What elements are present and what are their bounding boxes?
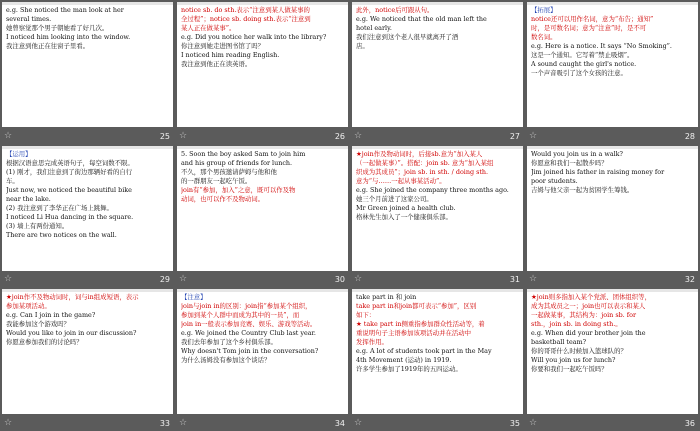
slide-text [356,150,519,222]
slide-text-line: （一起做某事）”。搭配：join sb. 意为“加入某组 [356,158,494,167]
star-icon[interactable]: ☆ [529,417,538,428]
slide-footer [0,128,175,144]
slide-text-line: 这是一个通知。它写着“禁止吸烟”。 [531,51,634,59]
slide-thumbnail[interactable] [175,144,350,288]
slide-text-line: sth.，join sb. in doing sth.。 [531,320,622,329]
slide-text-line: basketball team? [531,338,587,347]
slide-text-line: 根据汉语意思完成英语句子，每空词数不限。 [6,158,134,167]
slide-number: 27 [509,131,520,141]
slide-text-line: 不久，那个男孩邀请萨姆与他和他 [181,167,277,176]
slide-thumbnail[interactable] [350,0,525,144]
slide-footer [525,415,700,431]
star-icon[interactable]: ☆ [354,130,363,141]
slide-footer [175,271,350,287]
slide-preview[interactable] [527,2,698,127]
slide-text-line: ★join则多指加入某个党派、团体组织等， [531,293,651,302]
slide-text-line: 参加某项活动。 [6,302,51,311]
slide-footer [175,415,350,431]
slide-text [6,150,169,240]
slide-top-band [2,289,173,292]
slide-thumbnail[interactable] [350,144,525,288]
slide-text-line: e.g. A lot of students took part in the May [356,347,492,356]
slide-preview[interactable] [177,2,348,127]
slide-top-band [527,2,698,5]
slide-text [356,6,519,51]
slide-footer [350,271,525,287]
slide-preview[interactable] [352,146,523,271]
star-icon[interactable]: ☆ [179,130,188,141]
slide-text-line: 你愿意和我们一起散步吗？ [531,158,608,167]
slide-text-line: join有“参加，加入”之意，既可以作及物 [181,185,296,194]
slide-text-line: 我们去年参加了这个乡村俱乐部。 [181,338,277,347]
star-icon[interactable]: ☆ [354,274,363,285]
slide-text-line: and his group of friends for lunch. [181,158,293,167]
slide-top-band [2,2,173,5]
slide-number: 31 [509,275,520,285]
slide-text-line: 5. Soon the boy asked Sam to join him [181,149,306,158]
slide-text-line: 一个声音吸引了这个女孩的注意。 [531,69,627,77]
slide-text-line: e.g. We joined the Country Club last year. [181,329,316,338]
star-icon[interactable]: ☆ [4,417,13,428]
slide-number: 26 [334,131,345,141]
slide-preview[interactable] [2,289,173,414]
slide-text-line: I noticed him reading English. [181,51,280,59]
slide-text-line: 4th Movement (运动) in 1919. [356,356,452,365]
slide-text-line: 动词，也可以作不及物动词。 [181,194,265,203]
slide-text-line: ★ take part in侧重指参加群众性活动等，着 [356,320,485,329]
slide-text-line: 我注意到他正在往窗子里看。 [6,42,90,50]
slide-text-line: 吉姆与他父亲一起为贫困学生筹钱。 [531,185,634,194]
slide-text-line: A sound caught the girl's notice. [531,60,637,68]
slide-text-line: Jim joined his father in raising money for [531,167,665,176]
slide-footer [175,128,350,144]
slide-text-line: 【注意】 [181,293,207,302]
slide-text [531,293,694,374]
slide-footer [0,415,175,431]
slide-number: 34 [334,418,345,428]
slide-text-line: 格林先生加入了一个健康俱乐部。 [356,212,452,221]
slide-text-line: 发挥作用。 [356,338,388,347]
slide-text-line: I noticed him looking into the window. [6,33,131,41]
slide-text-line: notice sb. do sth.表示“注意到某人做某事的 [181,6,310,14]
slide-text-line: 【拓展】 [531,6,557,14]
slide-text [356,293,519,374]
slide-text-line: ★join作不及物动词时，词与in组成短语，表示 [6,293,139,302]
slide-text-line: e.g. When did your brother join the [531,329,646,338]
slide-text-line: (2) 我注意到了李华正在广场上跳舞。 [6,203,113,212]
slide-top-band [177,2,348,5]
slide-number: 25 [159,131,170,141]
slide-text-line: take part in和join都可表示“参加”，区别 [356,302,477,311]
slide-text-line: e.g. We noticed that the old man left the [356,15,487,23]
slide-text [181,6,344,69]
slide-preview[interactable] [2,2,173,127]
slide-thumbnail[interactable] [525,144,700,288]
slide-text-line: poor students. [531,176,578,185]
slide-number: 35 [509,418,520,428]
slide-text-line: 我们注意到这个老人很早就离开了酒 [356,33,459,41]
slide-text-line: 重说明句子主语参加该项活动并在活动中 [356,329,472,338]
slide-text-line: 为什么汤姆没有参加这个谈话？ [181,356,271,365]
slide-preview[interactable] [352,2,523,127]
star-icon[interactable]: ☆ [4,130,13,141]
slide-preview[interactable] [352,289,523,414]
slide-text-line: 你注意到她走进图书馆了吗？ [181,42,265,50]
star-icon[interactable]: ☆ [4,274,13,285]
slide-text-line: 某人正在做某事”。 [181,24,236,32]
slide-text-line: 时，是可数名词；意为“注意”时，是不可 [531,24,647,32]
slide-number: 30 [334,275,345,285]
slide-text-line: 数名词。 [531,33,557,41]
slide-preview[interactable] [527,289,698,414]
slide-footer [350,128,525,144]
slide-text [181,293,344,365]
slide-text-line: 一起做某事，其结构为：join sb. for [531,311,637,320]
slide-top-band [352,289,523,292]
slide-text-line: notice还可以用作名词，意为“布告；通知” [531,15,654,23]
star-icon[interactable]: ☆ [529,274,538,285]
slide-thumbnail[interactable] [0,287,175,431]
slide-text-line: join in一般表示参加竞赛、娱乐、游戏等活动。 [181,320,317,329]
slide-text-line: There are two notices on the wall. [6,230,117,239]
slide-text-line: e.g. Can I join in the game? [6,311,96,320]
slide-text-line: 店。 [356,42,369,50]
slide-text-line: 参加到某个人群中而成为其中的一员”，而 [181,311,300,320]
slide-preview[interactable] [177,146,348,271]
slide-footer [525,128,700,144]
slide-footer [0,271,175,287]
slide-top-band [177,289,348,292]
slide-preview[interactable] [2,146,173,271]
slide-top-band [2,146,173,149]
slide-text-line: Just now, we noticed the beautiful bike [6,185,132,194]
slide-text [6,293,169,347]
slide-text-line: Would you join us in a walk? [531,149,623,158]
slide-text-line: hotel early. [356,24,392,32]
slide-text-line: (3) 墙上有两份通知。 [6,221,69,230]
star-icon[interactable]: ☆ [354,417,363,428]
slide-text-line: several times. [6,15,52,23]
slide-text-line: e.g. Here is a notice. It says “No Smoking”. [531,42,672,50]
slide-text-line: (1) 刚才，我们注意到了街边那辆好看的自行 [6,167,133,176]
slide-text-line: 我能参加这个游戏吗？ [6,320,70,329]
slide-text-line: 意为“与……一起从事某活动”。 [356,176,446,185]
slide-text [531,6,694,78]
slide-text [6,6,169,51]
slide-text-line: Why doesn't Tom join in the conversation? [181,347,319,356]
slide-top-band [352,2,523,5]
slide-text-line: Mr Green joined a health club. [356,203,456,212]
slide-text-line: 你的哥哥什么时候加入篮球队的？ [531,347,627,356]
slide-text-line: 我注意到他正在读英语。 [181,60,252,68]
slide-footer [350,415,525,431]
slide-number: 33 [159,418,170,428]
slide-preview[interactable] [177,289,348,414]
slide-text-line: 的一群朋友一起吃午饭。 [181,176,252,185]
slide-text-line: e.g. Did you notice her walk into the library? [181,33,327,41]
slide-thumbnail[interactable] [175,287,350,431]
slide-text-line: 车。 [6,176,19,185]
slide-thumbnail[interactable] [350,287,525,431]
slide-top-band [527,146,698,149]
slide-top-band [352,146,523,149]
slide-text-line: 织成为其成员”；join sb. in sth. / doing sth. [356,167,489,176]
slide-text-line: 你愿意参加我们的讨论吗？ [6,338,83,347]
star-icon[interactable]: ☆ [529,130,538,141]
slide-number: 28 [684,131,695,141]
slide-thumbnail[interactable] [525,287,700,431]
slide-text-line: 此外，notice后可跟从句。 [356,6,434,14]
slide-text-line: 许多学生参加了1919年的五四运动。 [356,365,462,374]
slide-top-band [527,289,698,292]
slide-text-line: 她三个月前进了这家公司。 [356,194,433,203]
slide-text-line: Would you like to join in our discussion? [6,329,137,338]
slide-text-line: 成为其成员之一；join也可以表示和某人 [531,302,646,311]
slide-footer [525,271,700,287]
slide-number: 29 [159,275,170,285]
slide-text-line: 如下： [356,311,376,320]
slide-text-line: Will you join us for lunch? [531,356,616,365]
slide-text-line: 她曾察觉那个男子朝她看了好几次。 [6,24,109,32]
slide-text-line: e.g. She noticed the man look at her [6,6,124,14]
slide-text-line: 【运用】 [6,149,32,158]
slide-text-line: 你要和我们一起吃午饭吗？ [531,365,608,374]
slide-text-line: e.g. She joined the company three months ago. [356,185,509,194]
slide-text [181,150,344,204]
slide-text-line: join与join in的区别：join指“参加某个组织， [181,302,312,311]
slide-thumbnail[interactable] [0,0,175,144]
slide-text [531,150,694,195]
slide-number: 32 [684,275,695,285]
slide-text-line: near the lake. [6,194,51,203]
slide-top-band [177,146,348,149]
star-icon[interactable]: ☆ [179,274,188,285]
slide-text-line: I noticed Li Hua dancing in the square. [6,212,134,221]
slide-preview[interactable] [527,146,698,271]
slide-text-line: ★join作及物动词时，后接sb.意为“加入某人 [356,149,483,158]
star-icon[interactable]: ☆ [179,417,188,428]
slide-text-line: take part in 和 join [356,293,417,302]
slide-thumbnail[interactable] [525,0,700,144]
slide-thumbnail[interactable] [0,144,175,288]
slide-text-line: 全过程”；notice sb. doing sth.表示“注意到 [181,15,311,23]
slide-thumbnail[interactable] [175,0,350,144]
slide-number: 36 [684,418,695,428]
